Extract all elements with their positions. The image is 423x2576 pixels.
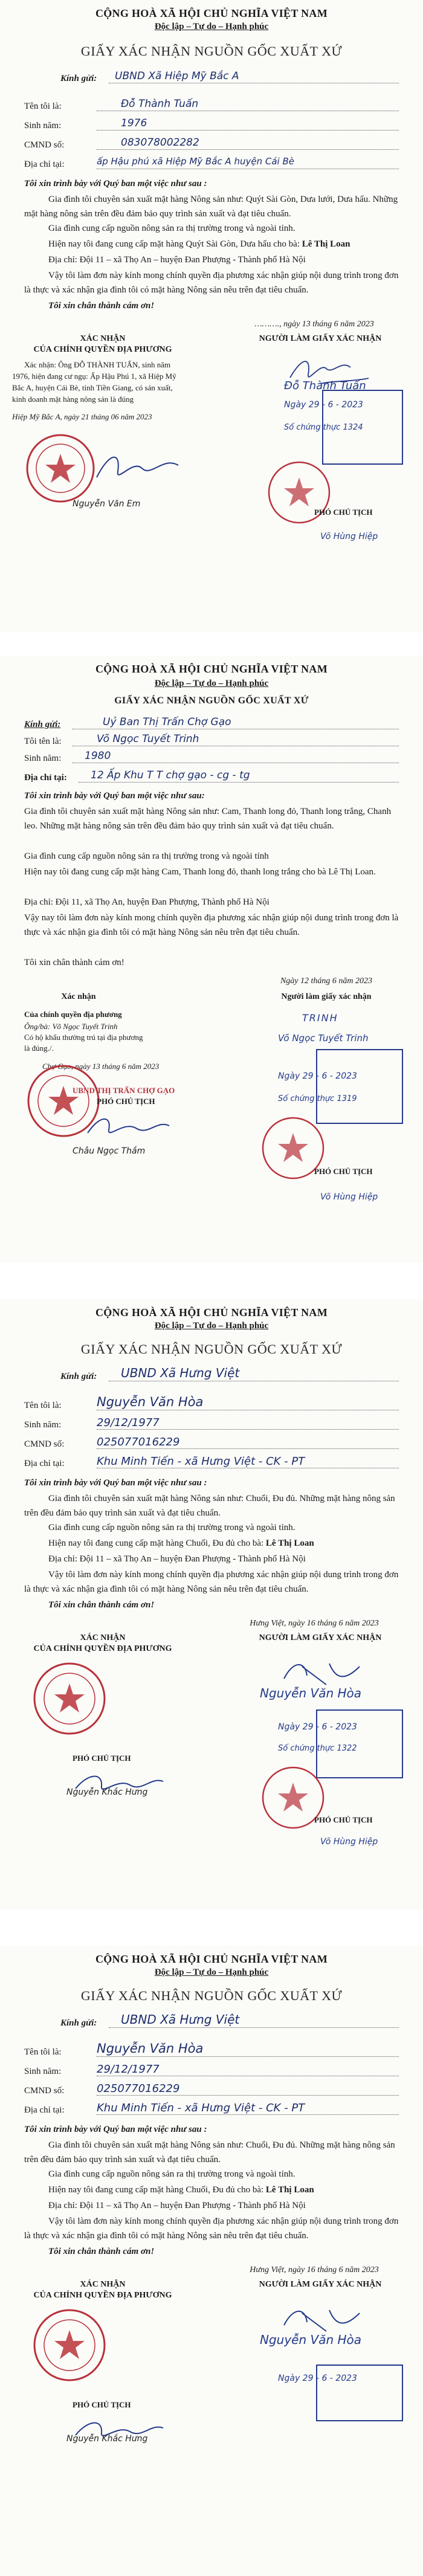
paragraph-products: Gia đình tôi chuyên sản xuất mặt hàng Nông sản như: Quýt Sài Gòn, Dưa lưới, Dưa hấu. Những mặt hàng nông sản trên đều đảm bảo quy trình sản xuất và đạt tiêu chuẩn. [24,195,398,219]
birth-year-row [24,752,399,766]
paragraph-products: Gia đình tôi chuyên sản xuất mặt hàng Nông sản như: Cam, Thanh long đỏ, Thanh long trắng, Chanh leo. Những mặt hàng nông sản trên đều đảm bảo quy trình sản xuất và đạt tiêu chuẩn. [24,807,392,831]
confirm-heading: XÁC NHẬN [80,1633,126,1642]
chairman-name: Nguyễn Văn Em [73,499,141,509]
chairman-title: PHÓ CHỦ TỊCH [73,1754,131,1763]
chairman-title: PHÓ CHỦ TỊCH [73,2400,131,2409]
attestation-date: Ngày 29 - 6 - 2023 [278,1071,357,1081]
certificate-doc-4 [0,1946,423,2576]
paragraph-request: Vậy tôi làm đơn này kính mong chính quyền địa phương xác nhận giúp nội dung trình trong đơn là thực và xác nhận gia đình tôi có mặt hàng Nông sản nêu trên đạt tiêu chuẩn. [24,271,399,295]
address-value: Khu Minh Tiến - xã Hưng Việt - CK - PT [97,2102,305,2114]
birth-year-row [24,1416,399,1432]
recipient-label: Kính gửi: [60,74,97,83]
confirm-correct: là đúng./. [24,1044,54,1053]
confirm-date: Hiệp Mỹ Bắc A, ngày 21 tháng 06 năm 2023 [12,412,152,421]
applicant-name-handwritten: Nguyễn Văn Hòa [260,2332,362,2347]
paragraph-supply: Hiện nay tôi đang cung cấp mặt hàng Chuối, Đu đủ cho bà: Lê Thị Loan [48,1538,314,1548]
address-value: Khu Minh Tiến - xã Hưng Việt - CK - PT [97,1455,305,1468]
applicant-heading: NGƯỜI LÀM GIẤY XÁC NHẬN [259,2280,382,2289]
address-row [24,769,399,785]
document-title: GIẤY XÁC NHẬN NGUỒN GỐC XUẤT XỨ [80,44,343,59]
name-value: Đỗ Thành Tuấn [121,98,199,110]
attestation-number: Số chứng thực 1319 [278,1094,357,1103]
name-label: Tên tôi là: [24,102,62,111]
chairman-name: Châu Ngọc Thắm [73,1146,146,1156]
national-motto: Độc lập – Tự do – Hạnh phúc [154,1968,269,1977]
applicant-signature [278,2301,369,2337]
confirm-heading: XÁC NHẬN [80,334,126,343]
paragraph-market: Gia đình cung cấp nguồn nông sản ra thị trường trong và ngoài tỉnh. [48,224,295,233]
page-gap [0,1263,423,1299]
id-number-label: CMND số: [24,1439,65,1449]
birth-year-row [24,117,399,133]
attestation-number: Số chứng thực 1324 [284,423,363,432]
birth-year-label: Sinh năm: [24,2067,62,2076]
attestation-date: Ngày 29 - 6 - 2023 [278,2374,357,2383]
address-label: Địa chỉ tại: [24,2105,65,2115]
attestation-date: Ngày 29 - 6 - 2023 [278,1722,357,1732]
birth-year-label: Sinh năm: [24,121,62,131]
applicant-heading: NGƯỜI LÀM GIẤY XÁC NHẬN [259,334,382,343]
national-header: CỘNG HOÀ XÃ HỘI CHỦ NGHĨA VIỆT NAM [95,1953,328,1965]
address-value: ấp Hậu phú xã Hiệp Mỹ Bắc A huyện Cái Bè [97,156,294,167]
paragraph-buyer-address: Địa chỉ: Đội 11 – xã Thọ An – huyện Đan Phượng - Thành phố Hà Nội [48,1554,306,1564]
local-authority-heading: CỦA CHÍNH QUYỀN ĐỊA PHƯƠNG [33,345,172,354]
id-number-row [24,139,399,152]
recipient-value: UBND Xã Hưng Việt [121,1366,240,1380]
attestation-date: Ngày 29 - 6 - 2023 [284,400,363,410]
paragraph-supply: Hiện nay tôi đang cung cấp mặt hàng Chuối, Đu đủ cho bà: Lê Thị Loan [48,2185,314,2195]
paragraph-buyer-address: Địa chỉ: Đội 11, xã Thọ An, huyện Đan Phượng, Thành phố Hà Nội [24,897,270,907]
recipient-label: Kính gửi: [24,720,61,729]
confirm-residence: Có hộ khẩu thường trú tại địa phương [24,1033,143,1042]
document-title: GIẤY XÁC NHẬN NGUỒN GỐC XUẤT XỨ [114,696,309,706]
attestation-signer: Võ Hùng Hiệp [320,1837,378,1847]
commune-seal [30,2306,109,2384]
recipient-value: Uỷ Ban Thị Trấn Chợ Gạo [103,716,231,728]
address-value: 12 Ấp Khu T T chợ gạo - cg - tg [91,769,250,781]
name-row [24,1395,399,1413]
thanks-line: Tôi xin chân thành cám ơn! [48,2247,155,2256]
paragraph-market: Gia đình cung cấp nguồn nông sản ra thị trường trong và ngoài tỉnh [24,851,269,861]
recipient-value: UBND Xã Hiệp Mỹ Bắc A [115,70,239,82]
applicant-short-signature: TRINH [302,1012,338,1024]
name-row [24,2041,399,2059]
name-value: Võ Ngọc Tuyết Trinh [97,733,199,745]
applicant-name-handwritten: Võ Ngọc Tuyết Trinh [278,1033,369,1044]
page-gap [0,631,423,656]
attestation-signer: Võ Hùng Hiệp [320,1192,378,1202]
applicant-signature [278,1654,369,1691]
intro-statement: Tôi xin trình bày với Quý ban một việc như sau: [24,791,205,801]
local-authority-heading: CỦA CHÍNH QUYỀN ĐỊA PHƯƠNG [33,2291,172,2300]
paragraph-buyer-address: Địa chỉ: Đội 11 – xã Thọ An – huyện Đan Phượng - Thành phố Hà Nội [48,255,306,265]
chairman-signature [85,441,187,496]
birth-year-label: Sinh năm: [24,754,62,763]
confirm-person: Ông/bà: Võ Ngọc Tuyết Trinh [24,1022,118,1031]
applicant-heading: Người làm giấy xác nhận [281,992,372,1001]
recipient-row [24,2012,399,2030]
local-authority-heading: CỦA CHÍNH QUYỀN ĐỊA PHƯƠNG [33,1644,172,1653]
address-row [24,1457,399,1471]
applicant-name-handwritten: Đỗ Thành Tuấn [284,379,366,392]
address-label: Địa chỉ tại: [24,773,67,783]
address-row [24,158,399,172]
confirm-heading: Xác nhận [61,992,96,1001]
national-header: CỘNG HOÀ XÃ HỘI CHỦ NGHĨA VIỆT NAM [95,1306,328,1319]
paragraph-request: Vậy tôi làm đơn này kính mong chính quyền địa phương xác nhận giúp nội dung trình trong đơn là thực và xác nhận gia đình tôi có mặt hàng Nông sản nêu trên đạt tiêu chuẩn. [24,1570,399,1594]
paragraph-buyer-address: Địa chỉ: Đội 11 – xã Thọ An – huyện Đan Phượng - Thành phố Hà Nội [48,2201,306,2210]
attestation-stamp [314,2363,405,2423]
attestation-title: PHÓ CHỦ TỊCH [314,1167,373,1176]
id-number-value: 083078002282 [121,137,199,149]
name-label: Tên tôi là: [24,2047,62,2057]
national-header: CỘNG HOÀ XÃ HỘI CHỦ NGHĨA VIỆT NAM [95,7,328,19]
paragraph-request: Vậy tôi làm đơn này kính mong chính quyền địa phương xác nhận giúp nội dung trình trong đơn là thực và xác nhận gia đình tôi có mặt hàng Nông sản nêu trên đạt tiêu chuẩn. [24,2216,399,2241]
local-authority-heading: Của chính quyền địa phương [24,1010,122,1019]
paragraph-products: Gia đình tôi chuyên sản xuất mặt hàng Nông sản như: Chuối, Đu đủ. Những mặt hàng nông sản trên đều đảm bảo quy trình sản xuất và đạt tiêu chuẩn. [24,1494,395,1518]
id-number-row [24,2082,399,2098]
id-number-label: CMND số: [24,140,65,150]
attestation-number: Số chứng thực 1322 [278,1744,357,1753]
paragraph-supply: Hiện nay tôi đang cung cấp mặt hàng Cam, Thanh long đỏ, thanh long trắng cho bà Lê Thị Loan. [24,867,376,877]
address-label: Địa chỉ tại: [24,1459,65,1468]
recipient-row [24,718,399,732]
intro-statement: Tôi xin trình bày với Quý ban một việc như sau : [24,1478,207,1488]
thanks-line: Tôi xin chân thành cám ơn! [48,301,155,311]
signing-date: ………., ngày 13 tháng 6 năm 2023 [254,320,374,329]
name-value: Nguyễn Văn Hòa [97,1395,204,1409]
certificate-doc-3 [0,1299,423,1909]
certificate-doc-2 [0,656,423,1263]
paragraph-market: Gia đình cung cấp nguồn nông sản ra thị trường trong và ngoài tỉnh. [48,2169,295,2179]
birth-year-label: Sinh năm: [24,1420,62,1430]
chairman-title: PHÓ CHỦ TỊCH [97,1097,155,1106]
paragraph-products: Gia đình tôi chuyên sản xuất mặt hàng Nông sản như: Chuối, Đu đủ. Những mặt hàng nông sản trên đều đảm bảo quy trình sản xuất và đạt tiêu chuẩn. [24,2140,395,2164]
commune-seal [30,1659,109,1738]
attestation-signer: Võ Hùng Hiệp [320,532,378,541]
recipient-label: Kính gửi: [60,1372,97,1381]
attestation-title: PHÓ CHỦ TỊCH [314,1815,373,1824]
applicant-name-handwritten: Nguyễn Văn Hòa [260,1686,362,1700]
certificate-doc-1 [0,0,423,631]
address-row [24,2104,399,2117]
chairman-name: Nguyễn Khắc Hưng [66,1787,148,1797]
name-value: Nguyễn Văn Hòa [97,2041,204,2056]
id-number-row [24,1438,399,1451]
attestation-title: PHÓ CHỦ TỊCH [314,508,373,517]
national-motto: Độc lập – Tự do – Hạnh phúc [154,679,269,688]
intro-statement: Tôi xin trình bày với Quý ban một việc như sau : [24,179,207,189]
birth-year-value: 1980 [85,750,111,762]
name-row [24,100,399,114]
name-label: Tôi tên là: [24,737,62,746]
thanks-line: Tôi xin chân thành cám ơn! [48,1600,155,1610]
confirm-heading: XÁC NHẬN [80,2280,126,2289]
recipient-label: Kính gửi: [60,2018,97,2028]
id-number-value: 025077016229 [97,1436,180,1448]
birth-year-value: 1976 [121,117,147,129]
thanks-line: Tôi xin chân thành cám ơn! [24,958,124,967]
national-motto: Độc lập – Tự do – Hạnh phúc [154,22,269,31]
chairman-name: Nguyễn Khắc Hưng [66,2434,148,2444]
recipient-row [24,70,399,86]
attestation-stamp [314,1047,405,1126]
confirm-text: Xác nhận: Ông ĐỖ THÀNH TUẤN, sinh năm 1976, hiện đang cư ngụ: Ấp Hậu Phú 1, xã Hiệp Mỹ Bắc A, huyện Cái Bè, tỉnh Tiền Giang, có sản xuất, kinh doanh mặt hàng nông sản là đúng [12,360,176,404]
birth-year-value: 29/12/1977 [97,1416,160,1429]
applicant-heading: NGƯỜI LÀM GIẤY XÁC NHẬN [259,1633,382,1642]
id-number-label: CMND số: [24,2086,65,2096]
document-title: GIẤY XÁC NHẬN NGUỒN GỐC XUẤT XỨ [80,1988,343,2003]
confirm-date: Chợ Gạo, ngày 13 tháng 6 năm 2023 [42,1062,160,1071]
intro-statement: Tôi xin trình bày với Quý ban một việc như sau : [24,2125,207,2134]
chairman-signature [79,1109,175,1145]
signing-date: Hưng Việt, ngày 16 tháng 6 năm 2023 [250,2265,379,2274]
id-number-value: 025077016229 [97,2082,180,2095]
paragraph-request: Vậy nay tôi làm đơn này kính mong chính quyền địa phương xác nhận giúp nội dung trình trong đơn là thực và xác nhận gia đình tôi có mặt hàng Nông sản nêu trên đạt tiêu chuẩn. [24,913,399,937]
recipient-row [24,1366,399,1384]
birth-year-row [24,2065,399,2079]
address-label: Địa chỉ tại: [24,160,65,169]
signing-date: Ngày 12 tháng 6 năm 2023 [280,976,373,986]
town-stamp-text: UBND THỊ TRẤN CHỢ GẠO [73,1086,175,1095]
paragraph-supply: Hiện nay tôi đang cung cấp mặt hàng Quýt Sài Gòn, Dưa hấu cho bà: Lê Thị Loan [48,239,350,249]
birth-year-value: 29/12/1977 [97,2063,160,2076]
name-row [24,735,399,749]
paragraph-market: Gia đình cung cấp nguồn nông sản ra thị trường trong và ngoài tỉnh. [48,1523,295,1532]
document-title: GIẤY XÁC NHẬN NGUỒN GỐC XUẤT XỨ [80,1341,343,1357]
recipient-value: UBND Xã Hưng Việt [121,2012,240,2027]
name-label: Tên tôi là: [24,1401,62,1410]
national-motto: Độc lập – Tự do – Hạnh phúc [154,1321,269,1331]
page-gap [0,1909,423,1946]
national-header: CỘNG HOÀ XÃ HỘI CHỦ NGHĨA VIỆT NAM [95,663,328,675]
signing-date: Hưng Việt, ngày 16 tháng 6 năm 2023 [250,1619,379,1628]
